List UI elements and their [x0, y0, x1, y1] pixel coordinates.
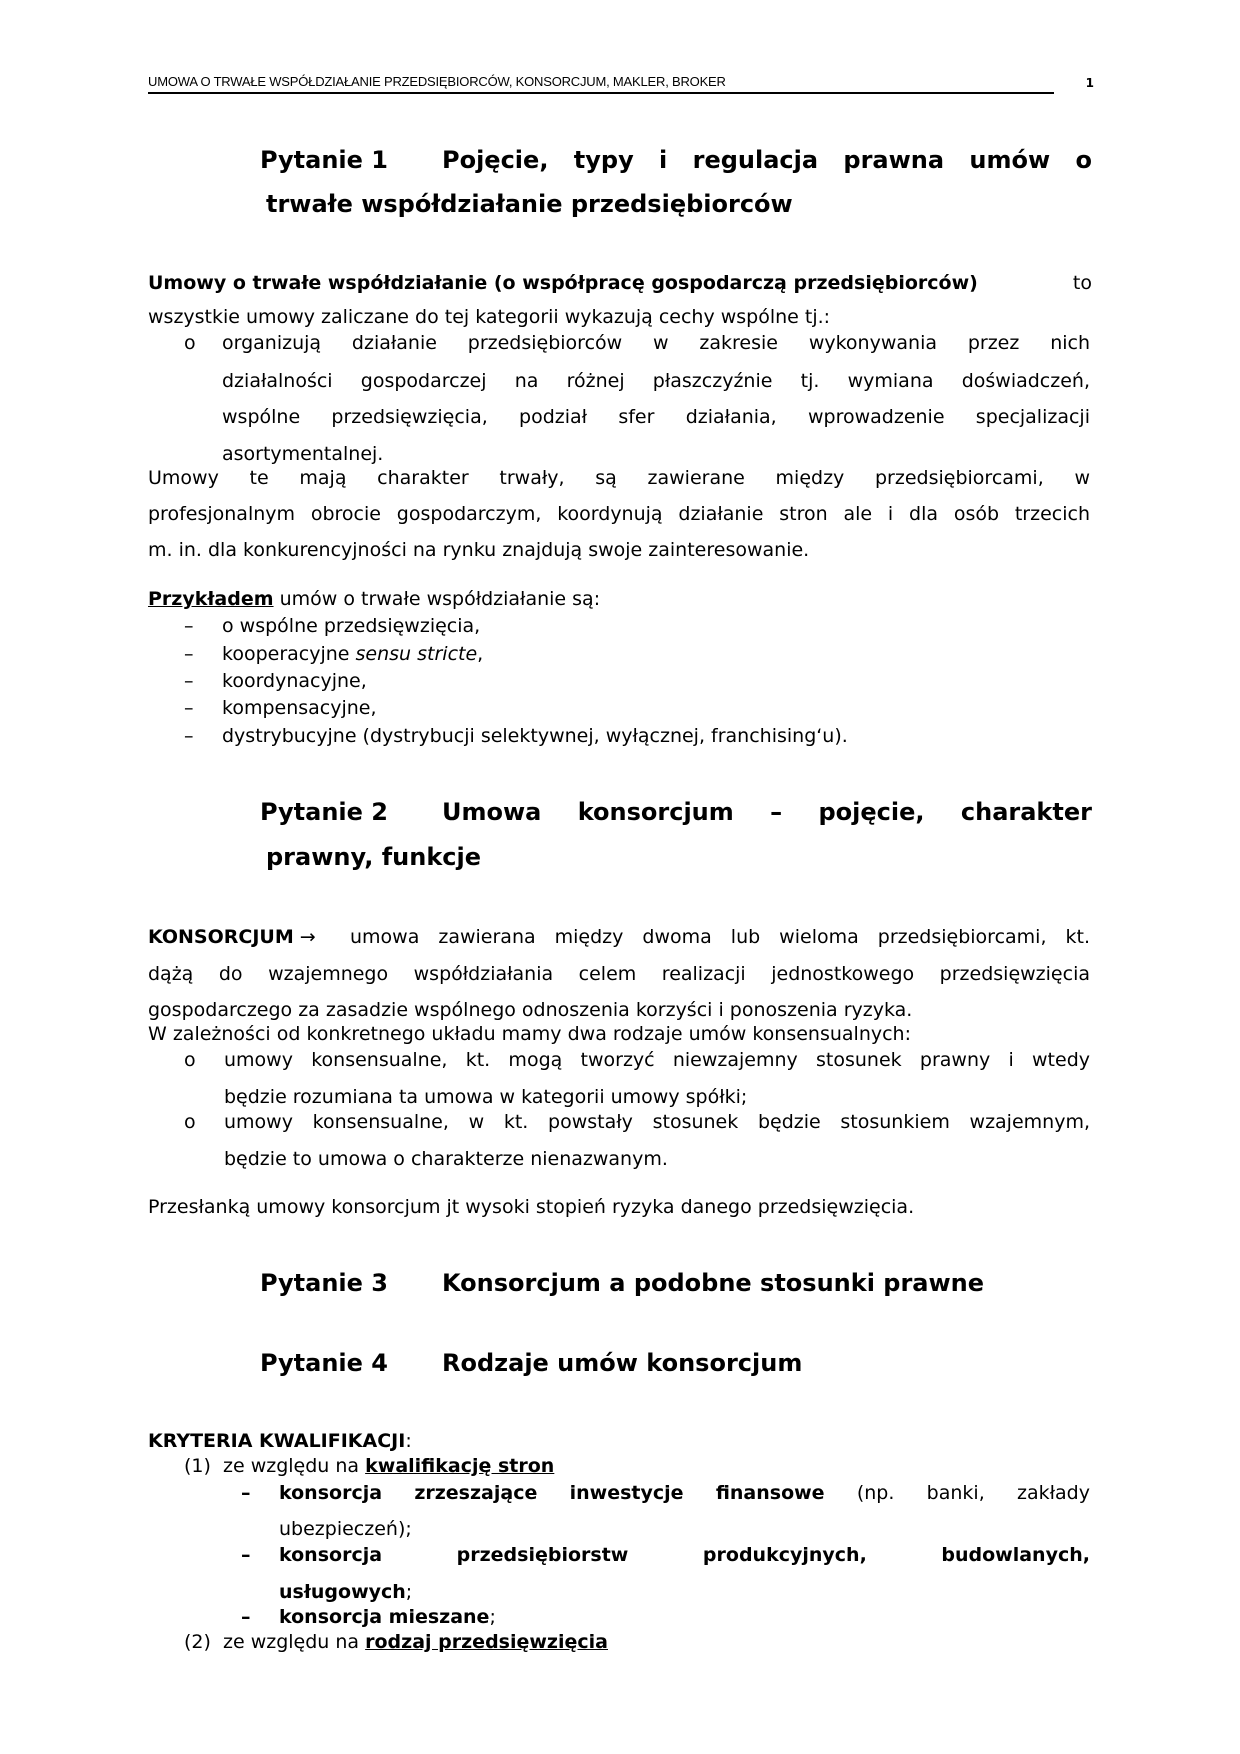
- dash-marker: –: [241, 1482, 251, 1504]
- c2-number: (2): [184, 1631, 211, 1653]
- word: konsorcja: [279, 1544, 383, 1566]
- q2-label: Pytanie 2: [260, 798, 388, 826]
- q3-title: Konsorcjum a podobne stosunki prawne: [442, 1269, 985, 1297]
- q4-label: Pytanie 4: [260, 1349, 388, 1377]
- word: Umowa: [442, 798, 542, 826]
- page-number: 1: [1085, 76, 1094, 90]
- word: Pojęcie,: [442, 146, 549, 174]
- q1-intro-to: to: [1072, 272, 1092, 294]
- word: charakter: [960, 798, 1092, 826]
- q2-title-line1: [442, 798, 1092, 826]
- q2-def-line: dążą do wzajemnego współdziałania celem realizacji jednostkowego przedsięwzięcia: [148, 963, 1090, 985]
- word: przedsiębiorstw: [456, 1544, 629, 1566]
- dash-marker: –: [184, 615, 194, 637]
- dash-marker: –: [184, 725, 194, 747]
- q3-label: Pytanie 3: [260, 1269, 388, 1297]
- item-rest: ;: [405, 1581, 413, 1603]
- word: konsorcja: [279, 1482, 383, 1504]
- header-title: UMOWA O TRWAŁE WSPÓŁDZIAŁANIE PRZEDSIĘBIORCÓW, KONSORCJUM, MAKLER, BROKER: [148, 74, 726, 89]
- q2-premise: Przesłanką umowy konsorcjum jt wysoki stopień ryzyka danego przedsięwzięcia.: [148, 1196, 915, 1218]
- dash-marker: –: [241, 1544, 251, 1566]
- example-suffix: ,: [477, 643, 484, 665]
- c1-item-line: [279, 1606, 496, 1628]
- q1-para-line: m. in. dla konkurencyjności na rynku znajdują swoje zainteresowanie.: [148, 539, 810, 561]
- example-item: kompensacyjne,: [222, 697, 377, 719]
- c2-prefix: ze względu na: [223, 1631, 366, 1653]
- c1-item-line: [279, 1544, 1090, 1566]
- word: umów: [969, 146, 1051, 174]
- criteria-heading: [148, 1430, 412, 1452]
- q4-title: Rodzaje umów konsorcjum: [442, 1349, 803, 1377]
- q2-bullet-line: umowy konsensualne, w kt. powstały stosunek będzie stosunkiem wzajemnym,: [224, 1111, 1090, 1133]
- konsorcjum-term: KONSORCJUM: [148, 926, 294, 948]
- q2-bullet-line: będzie rozumiana ta umowa w kategorii umowy spółki;: [224, 1086, 748, 1108]
- page-header: [148, 72, 1094, 94]
- word: o: [1075, 146, 1092, 174]
- word: banki,: [926, 1482, 985, 1504]
- word: prawna: [843, 146, 945, 174]
- q1-examples-intro: [148, 588, 600, 610]
- q1-bullet-line: działalności gospodarczej na różnej płaszczyźnie tj. wymiana doświadczeń,: [222, 370, 1090, 392]
- examples-rest: umów o trwałe współdziałanie są:: [273, 588, 601, 610]
- word: finansowe: [715, 1482, 825, 1504]
- q2-title-line2: prawny, funkcje: [266, 843, 482, 871]
- c1-item-line2: [279, 1581, 412, 1603]
- word: pojęcie,: [818, 798, 925, 826]
- q2-def-term: [148, 926, 316, 948]
- q1-bullet-line: asortymentalnej.: [222, 443, 384, 465]
- item-bold: usługowych: [279, 1581, 406, 1603]
- q1-intro-line2: wszystkie umowy zaliczane do tej kategorii wykazują cechy wspólne tj.:: [148, 306, 831, 328]
- q1-para-line: profesjonalnym obrocie gospodarczym, koordynują działanie stron ale i dla osób trzecich: [148, 503, 1090, 525]
- dash-marker: –: [241, 1606, 251, 1628]
- q2-def-line: umowa zawierana między dwoma lub wieloma przedsiębiorcami, kt.: [350, 926, 1090, 948]
- q1-bullet-line: organizują działanie przedsiębiorców w zakresie wykonywania przez nich: [222, 332, 1090, 354]
- examples-bold: Przykładem: [148, 588, 274, 610]
- q1-bullet-line: wspólne przedsięwzięcia, podział sfer działania, wprowadzenie specjalizacji: [222, 406, 1090, 428]
- word: (np.: [856, 1482, 895, 1504]
- word: i: [659, 146, 668, 174]
- q2-def-line: W zależności od konkretnego układu mamy dwa rodzaje umów konsensualnych:: [148, 1023, 911, 1045]
- criteria-heading-text: KRYTERIA KWALIFIKACJI: [148, 1430, 406, 1452]
- q2-bullet-line: będzie to umowa o charakterze nienazwanym.: [224, 1148, 668, 1170]
- item-rest: ;: [489, 1606, 496, 1628]
- dash-marker: –: [184, 670, 194, 692]
- example-item: koordynacyjne,: [222, 670, 367, 692]
- c2-bold: rodzaj przedsięwzięcia: [365, 1631, 608, 1653]
- c2-text: [223, 1631, 608, 1653]
- q1-para-line: Umowy te mają charakter trwały, są zawierane między przedsiębiorcami, w: [148, 467, 1090, 489]
- c1-bold: kwalifikację stron: [365, 1455, 555, 1477]
- q2-def-line: gospodarczego za zasadzie wspólnego odnoszenia korzyści i ponoszenia ryzyka.: [148, 999, 913, 1021]
- word: regulacja: [692, 146, 819, 174]
- word: inwestycje: [569, 1482, 684, 1504]
- q1-title-line2: trwałe współdziałanie przedsiębiorców: [266, 190, 793, 218]
- example-item: dystrybucyjne (dystrybucji selektywnej, wyłącznej, franchising‘u).: [222, 725, 848, 747]
- word: –: [770, 798, 783, 826]
- c1-prefix: ze względu na: [223, 1455, 366, 1477]
- c1-item-line: [279, 1482, 1090, 1504]
- dash-marker: –: [184, 643, 194, 665]
- bullet-marker: o: [184, 1111, 196, 1133]
- word: zrzeszające: [414, 1482, 538, 1504]
- example-text: kooperacyjne: [222, 643, 356, 665]
- bullet-marker: o: [184, 1049, 196, 1071]
- word: produkcyjnych,: [702, 1544, 867, 1566]
- c1-number: (1): [184, 1455, 211, 1477]
- word: budowlanych,: [941, 1544, 1090, 1566]
- example-item: o wspólne przedsięwzięcia,: [222, 615, 481, 637]
- dash-marker: –: [184, 697, 194, 719]
- q1-intro: [148, 272, 978, 294]
- q1-title-line1: [442, 146, 1092, 174]
- example-item: [222, 643, 483, 665]
- item-bold: konsorcja mieszane: [279, 1606, 490, 1628]
- example-italic: sensu stricte: [355, 643, 478, 665]
- q2-bullet-line: umowy konsensualne, kt. mogą tworzyć niewzajemny stosunek prawny i wtedy: [224, 1049, 1090, 1071]
- word: zakłady: [1017, 1482, 1090, 1504]
- q1-label: Pytanie 1: [260, 146, 388, 174]
- criteria-colon: :: [405, 1430, 412, 1452]
- word: typy: [573, 146, 634, 174]
- bullet-marker: o: [184, 332, 196, 354]
- intro-bold: Umowy o trwałe współdziałanie (o współpracę gospodarczą przedsiębiorców): [148, 272, 978, 294]
- arrow-right-icon: →: [299, 926, 316, 948]
- c1-item-line2: ubezpieczeń);: [279, 1518, 412, 1540]
- word: konsorcjum: [577, 798, 734, 826]
- c1-text: [223, 1455, 554, 1477]
